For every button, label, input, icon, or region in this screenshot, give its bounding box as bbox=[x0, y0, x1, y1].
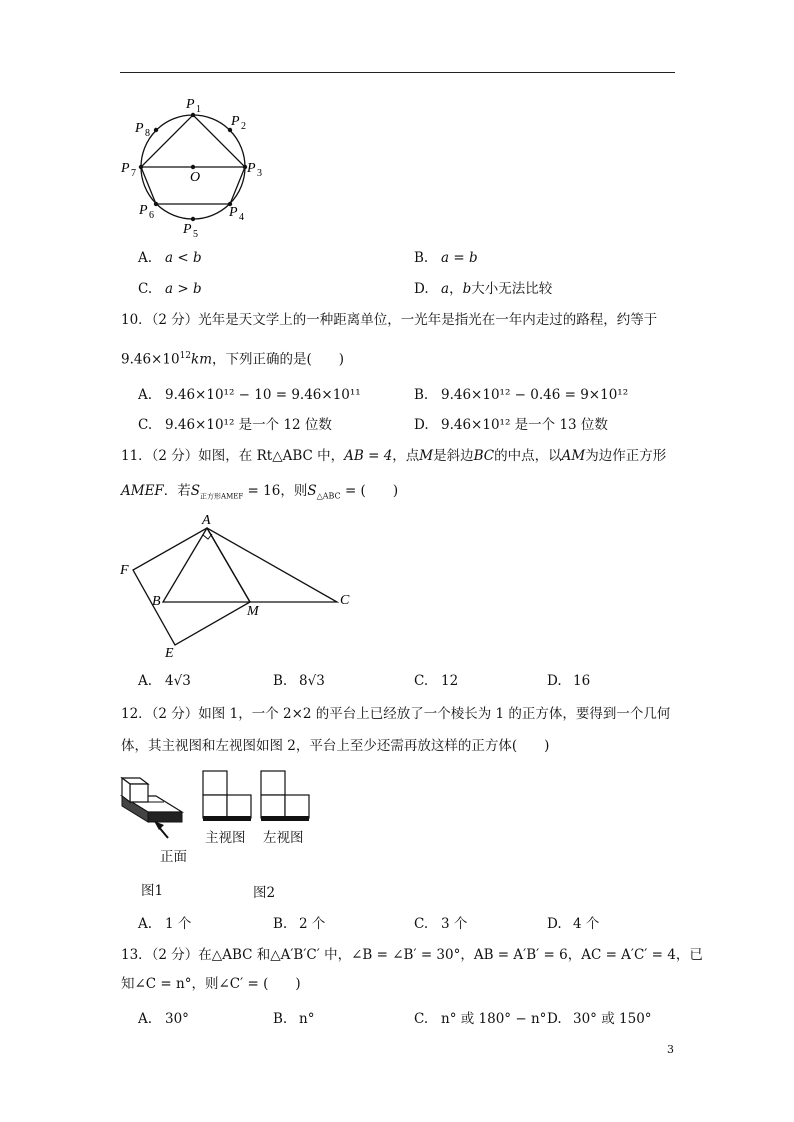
q13-option-c-text: n° 或 180° − n° bbox=[441, 1011, 547, 1027]
q12-option-c-letter: C. bbox=[414, 916, 429, 932]
label-p7: P bbox=[121, 161, 130, 176]
q10-option-b-text: 9.46×10¹² − 0.46 = 9×10¹² bbox=[441, 387, 629, 403]
header-rule bbox=[120, 72, 675, 73]
q11-stem-line2: AMEF．若$S_{正方形AMEF} = 16$，则$S_{\triangle ABC}$ = ( ) bbox=[121, 483, 399, 501]
q10-option-d-letter: D. bbox=[414, 417, 429, 433]
fig2-caption: 图2 bbox=[253, 885, 276, 901]
label-p6: P bbox=[139, 203, 148, 218]
q13-option-a-letter: A. bbox=[138, 1011, 153, 1027]
label-o: O bbox=[190, 170, 201, 185]
q11-square-triangle-figure bbox=[115, 508, 365, 663]
q13-option-d-text: 30° 或 150° bbox=[573, 1011, 652, 1027]
q11-option-d-text: 16 bbox=[573, 673, 591, 689]
q13-option-b-text: n° bbox=[299, 1011, 315, 1027]
label-p2: P bbox=[231, 114, 240, 129]
svg-text:6: 6 bbox=[149, 210, 154, 221]
q12-option-b-text: 2 个 bbox=[299, 916, 326, 932]
q13-option-a-text: 30° bbox=[165, 1011, 189, 1027]
q10-option-c-text: 9.46×10¹² 是一个 12 位数 bbox=[165, 417, 332, 433]
q9-option-c-letter: C. bbox=[138, 281, 153, 297]
q12-option-c-text: 3 个 bbox=[441, 916, 468, 932]
fig1-caption: 图1 bbox=[141, 883, 164, 899]
q13-option-c-letter: C. bbox=[414, 1011, 429, 1027]
label-m: M bbox=[247, 604, 259, 619]
svg-text:4: 4 bbox=[239, 212, 244, 223]
fig-main-view-label: 主视图 bbox=[205, 830, 246, 846]
svg-text:5: 5 bbox=[193, 229, 198, 240]
q10-option-b-letter: B. bbox=[414, 387, 429, 403]
q10-option-a-text: 9.46×10¹² − 10 = 9.46×10¹¹ bbox=[165, 387, 361, 403]
q9-option-c-text: a > b bbox=[165, 281, 202, 297]
q9-option-d-text: a，b大小无法比较 bbox=[441, 281, 553, 297]
q9-octagon-figure bbox=[110, 92, 270, 242]
label-a: A bbox=[202, 513, 211, 528]
q10-stem-line2: $9.46\times 10^{12}km$，下列正确的是( ) bbox=[121, 351, 345, 368]
q10-option-c-letter: C. bbox=[138, 417, 153, 433]
q9-option-b-letter: B. bbox=[414, 250, 429, 266]
q12-option-a-text: 1 个 bbox=[165, 916, 192, 932]
svg-text:1: 1 bbox=[196, 104, 201, 115]
q10-option-d-text: 9.46×10¹² 是一个 13 位数 bbox=[441, 417, 608, 433]
page-number: 3 bbox=[667, 1043, 674, 1056]
label-p1: P bbox=[186, 97, 195, 112]
q11-option-c-letter: C. bbox=[414, 673, 429, 689]
label-p5: P bbox=[183, 222, 192, 237]
q13-stem-line1: 13．（2 分）在△ABC 和△A′B′C′ 中，∠B = ∠B′ = 30°，AB = A′B′ = 6，AC = A′C′ = 4，已 bbox=[121, 947, 703, 963]
fig-front-label: 正面 bbox=[160, 849, 187, 865]
q13-stem-line2: 知∠C = n°，则∠C′ = ( ) bbox=[121, 976, 301, 992]
q9-option-d-letter: D. bbox=[414, 281, 429, 297]
q13-option-b-letter: B. bbox=[273, 1011, 288, 1027]
q9-option-b-text: a = b bbox=[441, 250, 478, 266]
q11-option-b-letter: B. bbox=[273, 673, 288, 689]
label-b: B bbox=[152, 594, 161, 609]
q12-option-d-text: 4 个 bbox=[573, 916, 600, 932]
q12-stem-line2: 体，其主视图和左视图如图 2，平台上至少还需再放这样的正方体( ) bbox=[121, 738, 550, 754]
q11-option-b-text: 8√3 bbox=[299, 673, 325, 689]
q12-cube-figure-1 bbox=[118, 770, 188, 840]
label-p8: P bbox=[135, 121, 144, 136]
q10-option-a-letter: A. bbox=[138, 387, 153, 403]
label-c: C bbox=[340, 593, 350, 608]
q12-left-view-figure bbox=[260, 770, 312, 822]
fig-left-view-label: 左视图 bbox=[263, 830, 304, 846]
q9-option-a-text: a < b bbox=[165, 250, 202, 266]
q12-option-a-letter: A. bbox=[138, 916, 153, 932]
q13-option-d-letter: D. bbox=[547, 1011, 562, 1027]
q12-option-d-letter: D. bbox=[547, 916, 562, 932]
q11-option-a-letter: A. bbox=[138, 673, 153, 689]
q11-stem-line1: 11．（2 分）如图，在 Rt△ABC 中，AB = 4，点M是斜边BC的中点，以AM为边作正方形 bbox=[121, 448, 667, 464]
svg-text:7: 7 bbox=[131, 168, 136, 179]
q10-stem-line1: 10．（2 分）光年是天文学上的一种距离单位，一光年是指光在一年内走过的路程，约等于 bbox=[121, 312, 658, 328]
q11-option-c-text: 12 bbox=[441, 673, 459, 689]
label-p3: P bbox=[247, 161, 256, 176]
q12-main-view-figure bbox=[202, 770, 254, 822]
svg-text:2: 2 bbox=[241, 121, 246, 132]
q9-option-a-letter: A. bbox=[138, 250, 153, 266]
label-e: E bbox=[165, 646, 174, 661]
q12-option-b-letter: B. bbox=[273, 916, 288, 932]
q11-option-a-text: 4√3 bbox=[165, 673, 191, 689]
svg-text:3: 3 bbox=[257, 168, 262, 179]
q11-option-d-letter: D. bbox=[547, 673, 562, 689]
q12-stem-line1: 12．（2 分）如图 1，一个 2×2 的平台上已经放了一个棱长为 1 的正方体，要得到一个几何 bbox=[121, 706, 671, 722]
label-f: F bbox=[120, 563, 129, 578]
label-p4: P bbox=[229, 205, 238, 220]
svg-text:8: 8 bbox=[145, 128, 150, 139]
